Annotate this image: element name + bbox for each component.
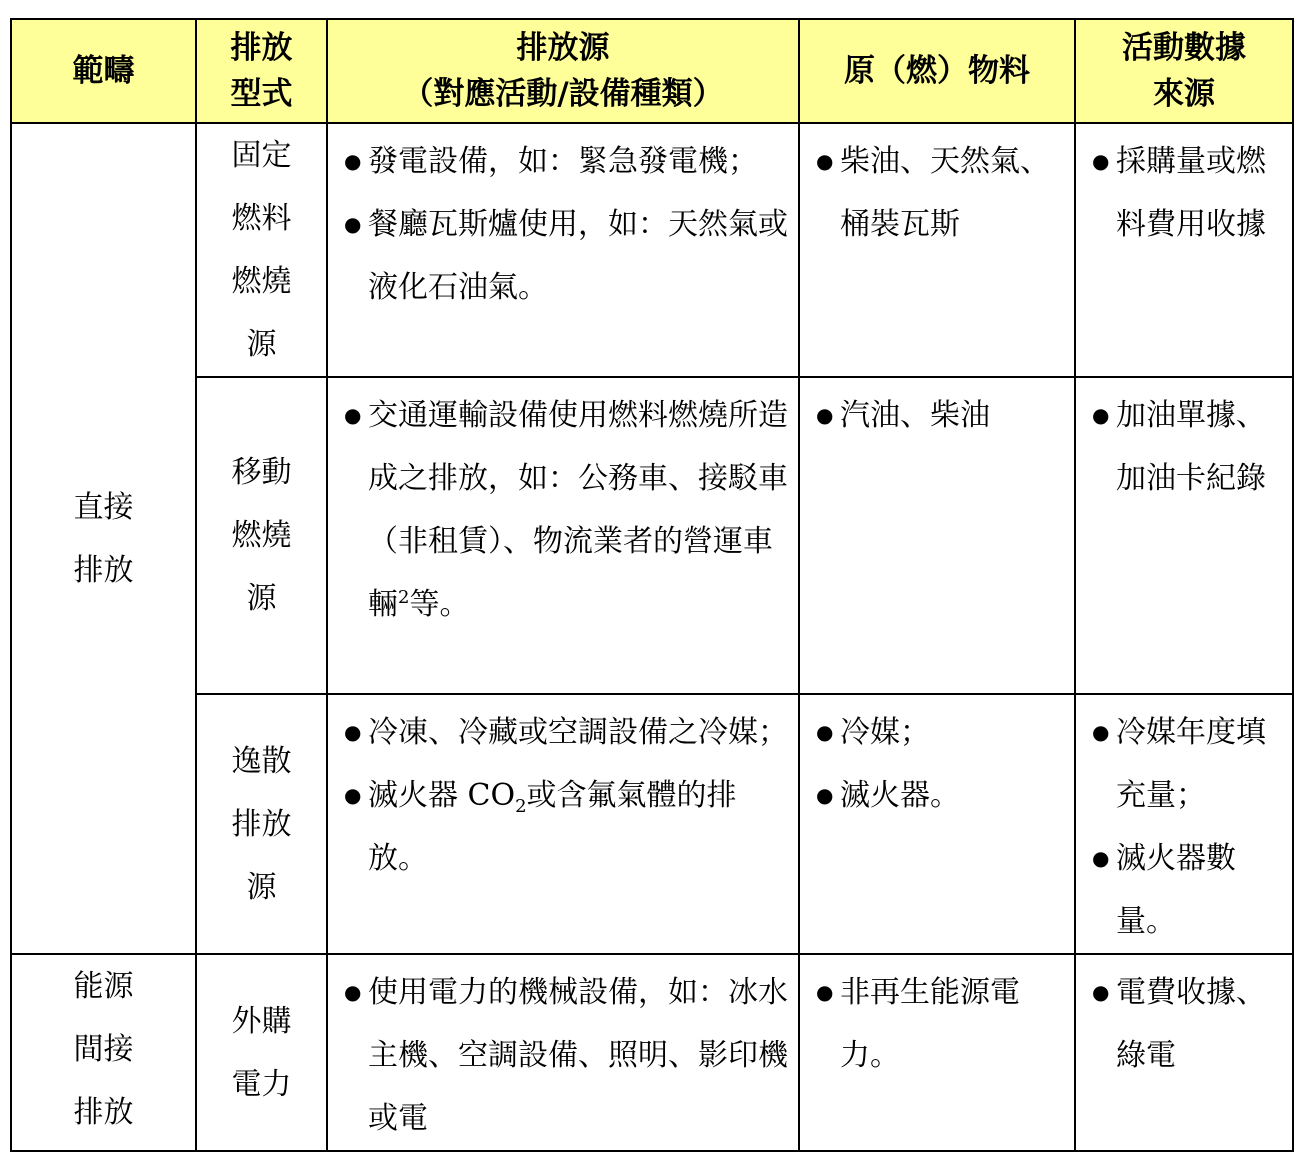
source-cell xyxy=(327,377,799,694)
list-item: ● 冷凍、冷藏或空調設備之冷媒； xyxy=(340,701,790,764)
type-cell-mobile: 移動 燃燒 源 xyxy=(196,377,327,694)
list-item: ● 交通運輸設備使用燃料燃燒所造成之排放，如：公務車、接駁車（非租賃）、物流業者的營運車輛$^2$等。 xyxy=(340,384,790,636)
table-row xyxy=(11,954,1293,1151)
header-material: 原（燃）物料 xyxy=(799,19,1075,123)
scope-indirect-cell: 能源 間接 排放 xyxy=(11,954,196,1151)
list-item: ● 冷媒； xyxy=(812,701,1066,764)
header-emission-type: 排放 型式 xyxy=(196,19,327,123)
list-item: ● 冷媒年度填充量； xyxy=(1088,701,1284,827)
emission-table xyxy=(10,18,1294,1152)
data-source-cell xyxy=(1075,377,1293,694)
list-item: ● 滅火器 $CO_2$或含氟氣體的排放。 xyxy=(340,764,790,890)
table-row xyxy=(11,377,1293,694)
material-cell xyxy=(799,954,1075,1151)
table-row xyxy=(11,694,1293,954)
header-scope: 範疇 xyxy=(11,19,196,123)
list-item: ● 汽油、柴油 xyxy=(812,384,1066,447)
type-cell-electricity: 外購 電力 xyxy=(196,954,327,1151)
data-source-cell xyxy=(1075,954,1293,1151)
list-item: ● 柴油、天然氣、桶裝瓦斯 xyxy=(812,130,1066,256)
material-cell xyxy=(799,123,1075,377)
type-cell-fixed: 固定 燃料 燃燒 源 xyxy=(196,123,327,377)
list-item: ● 電費收據、綠電 xyxy=(1088,961,1284,1087)
material-cell xyxy=(799,694,1075,954)
material-cell xyxy=(799,377,1075,694)
header-row xyxy=(11,19,1293,123)
header-emission-source: 排放源 （對應活動/設備種類） xyxy=(327,19,799,123)
data-source-cell xyxy=(1075,123,1293,377)
data-source-cell xyxy=(1075,694,1293,954)
list-item: ● 使用電力的機械設備，如：冰水主機、空調設備、照明、影印機或電 xyxy=(340,961,790,1150)
list-item: ● 採購量或燃料費用收據 xyxy=(1088,130,1284,256)
list-item: ● 發電設備，如：緊急發電機； xyxy=(340,130,790,193)
table-row xyxy=(11,123,1293,377)
source-cell xyxy=(327,123,799,377)
type-cell-fugitive: 逸散 排放 源 xyxy=(196,694,327,954)
scope-direct-cell: 直接 排放 xyxy=(11,123,196,954)
source-cell xyxy=(327,694,799,954)
list-item: ● 加油單據、加油卡紀錄 xyxy=(1088,384,1284,510)
list-item: ● 滅火器。 xyxy=(812,764,1066,827)
header-data-source: 活動數據 來源 xyxy=(1075,19,1293,123)
list-item: ● 非再生能源電力。 xyxy=(812,961,1066,1087)
list-item: ● 滅火器數量。 xyxy=(1088,827,1284,953)
source-cell xyxy=(327,954,799,1151)
list-item: ● 餐廳瓦斯爐使用，如：天然氣或液化石油氣。 xyxy=(340,193,790,319)
